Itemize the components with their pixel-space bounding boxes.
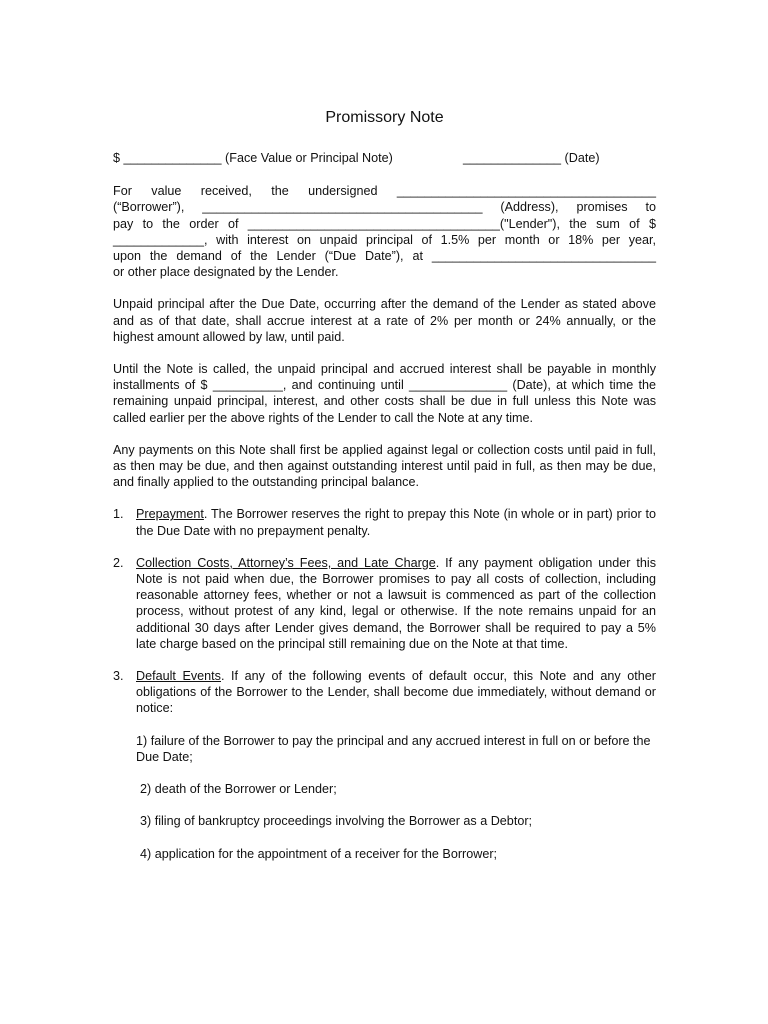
paragraph-value-received bbox=[113, 183, 656, 280]
default-event-item: 1) failure of the Borrower to pay the principal and any accrued interest in full on or before the Due Date; bbox=[136, 733, 651, 764]
clause-default-events bbox=[113, 668, 656, 717]
paragraph-unpaid-principal: Unpaid principal after the Due Date, occurring after the demand of the Lender as stated above and as of that date, shall accrue interest at a rate of 2% per month or 24% annually, or the highest amount allowed by law, until paid. bbox=[113, 297, 656, 344]
default-event-item: 2) death of the Borrower or Lender; bbox=[140, 782, 337, 797]
document-title: Promissory Note bbox=[325, 109, 444, 126]
paragraph-line: For value received, the undersigned _____________________________________ bbox=[113, 184, 656, 199]
paragraph-installments: Until the Note is called, the unpaid principal and accrued interest shall be payable in monthly installments of $ __________, and continuing until ______________ (Date), at which time the remaining unpaid principal, interest, and other costs shall be due in full unless this Note was called earlier per the above rights of the Lender to call the Note at any time. bbox=[113, 362, 656, 425]
document-page bbox=[113, 108, 656, 878]
clause-text: . If any of the following events of default occur, this Note and any other obligations of the Borrower to the Lender, shall become due immediately, without demand or notice: bbox=[136, 669, 657, 716]
default-event-item: 4) application for the appointment of a receiver for the Borrower; bbox=[140, 846, 498, 861]
paragraph-line: _____________, with interest on unpaid principal of 1.5% per month or 18% per year, bbox=[113, 232, 656, 247]
clause-heading: Collection Costs, Attorney’s Fees, and Late Charge bbox=[136, 555, 436, 570]
date-field: ______________ (Date) bbox=[463, 151, 600, 165]
amount-date-line bbox=[113, 150, 656, 166]
paragraph-payments-application: Any payments on this Note shall first be applied against legal or collection costs until paid in full, as then may be due, and then against outstanding interest until paid in full, as then may be due, and finally applied to the outstanding principal balance. bbox=[113, 442, 656, 490]
paragraph-line: pay to the order of ____________________________________("Lender"), the sum of $ bbox=[113, 216, 656, 231]
paragraph-line: upon the demand of the Lender (“Due Date”), at ________________________________ bbox=[113, 249, 656, 264]
clause-heading: Prepayment bbox=[136, 507, 204, 522]
clause-prepayment bbox=[113, 506, 656, 538]
clause-number: 3. bbox=[113, 669, 124, 684]
clause-heading: Default Events bbox=[136, 669, 221, 684]
clause-collection-costs bbox=[113, 555, 656, 652]
face-value-field: $ ______________ (Face Value or Principal Note) bbox=[113, 151, 393, 165]
clause-number: 2. bbox=[113, 555, 124, 570]
clause-text: . If any payment obligation under this Note is not paid when due, the Borrower promises to pay all costs of collection, including reasonable attorney fees, whether or not a lawsuit is commenced as part of the collection process, without protest of any kind, legal or otherwise. If the note remains unpaid for an additional 30 days after Lender gives demand, the Borrower shall be required to pay a 5% late charge based on the principal still remaining due on the Note at that time. bbox=[136, 555, 656, 651]
default-event-item: 3) filing of bankruptcy proceedings involving the Borrower as a Debtor; bbox=[140, 814, 533, 829]
clause-text: . The Borrower reserves the right to prepay this Note (in whole or in part) prior to the Due Date with no prepayment penalty. bbox=[136, 507, 656, 538]
paragraph-line: or other place designated by the Lender. bbox=[113, 265, 339, 280]
clause-number: 1. bbox=[113, 507, 124, 522]
paragraph-line: (“Borrower”), ________________________________________ (Address), promises to bbox=[113, 200, 656, 215]
